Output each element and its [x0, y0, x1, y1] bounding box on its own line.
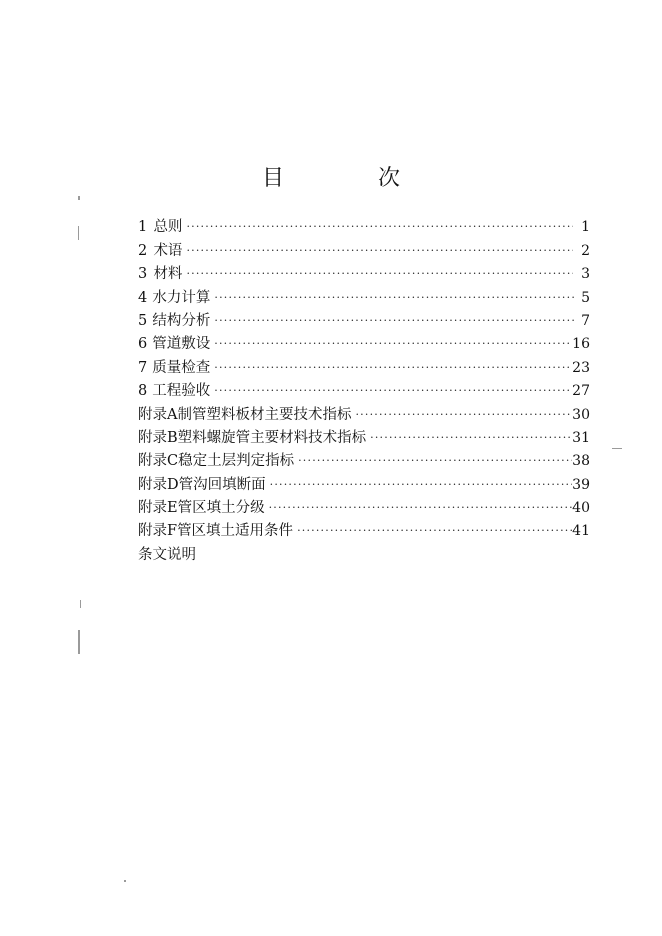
- toc-entry: [138, 378, 590, 401]
- toc-entry-label: 总则: [153, 219, 183, 236]
- toc-entry-label: 制管塑料板材主要技术指标: [177, 406, 352, 423]
- toc-entry-label: 术语: [153, 242, 183, 259]
- toc-entry: [138, 425, 590, 448]
- dot-leader: [370, 430, 572, 446]
- toc-entry-label: 质量检查: [152, 359, 211, 376]
- toc-entry-number: 附录B: [138, 429, 178, 446]
- scan-mark: [78, 196, 80, 200]
- toc-entry-number: 5: [138, 312, 148, 329]
- toc-entry-label: 结构分析: [152, 312, 211, 329]
- scan-mark: [612, 448, 622, 449]
- toc-entry: [138, 401, 590, 424]
- toc-entry-label: 水力计算: [152, 289, 211, 306]
- toc-entry: [138, 237, 590, 260]
- toc-entry-page: 5: [581, 289, 590, 306]
- toc-entry: [138, 331, 590, 354]
- toc-entry-label: 工程验收: [152, 383, 211, 400]
- toc-entry: [138, 261, 590, 284]
- toc-entry-number: 附录C: [138, 453, 179, 470]
- toc-entry-label: 条文说明: [138, 546, 196, 563]
- toc-entry: [138, 308, 590, 331]
- scan-mark: [78, 630, 80, 654]
- toc-entry-number: 3: [138, 266, 148, 283]
- page-title: 目 次: [261, 166, 436, 191]
- dot-leader: [269, 500, 573, 516]
- toc-entry-page: 31: [572, 429, 590, 446]
- scan-mark: [78, 226, 79, 240]
- toc-entry-number: 附录F: [138, 523, 178, 540]
- toc-entry-page: 2: [581, 242, 590, 259]
- toc-entry-page: 27: [572, 383, 590, 400]
- toc-entry-label: 稳定土层判定指标: [178, 453, 295, 470]
- dot-leader: [214, 313, 574, 329]
- toc-entry: [138, 284, 590, 307]
- toc-entry: [138, 471, 590, 494]
- dot-leader: [297, 523, 572, 539]
- toc-entry: [138, 495, 590, 518]
- dot-leader: [186, 266, 573, 282]
- toc-entry: [138, 518, 590, 541]
- toc-entry-number: 8: [138, 383, 148, 400]
- toc-entry-page: 41: [572, 523, 590, 540]
- table-of-contents: [138, 214, 590, 565]
- toc-entry-number: 7: [138, 359, 148, 376]
- toc-entry-page: 3: [581, 266, 590, 283]
- scan-mark: [124, 880, 126, 882]
- dot-leader: [214, 383, 572, 399]
- toc-entry-label: 管沟回填断面: [178, 476, 266, 493]
- dot-leader: [214, 336, 572, 352]
- toc-entry-number: 附录E: [138, 500, 178, 517]
- toc-entry-page: 40: [572, 500, 590, 517]
- toc-entry-page: 7: [581, 312, 590, 329]
- dot-leader: [298, 453, 572, 469]
- toc-entry-label: 材料: [153, 266, 183, 283]
- toc-entry-page: 38: [572, 453, 590, 470]
- toc-entry: [138, 541, 590, 564]
- toc-entry-number: 附录D: [138, 476, 179, 493]
- toc-entry-label: 塑料螺旋管主要材料技术指标: [177, 429, 367, 446]
- dot-leader: [186, 243, 573, 259]
- toc-entry-label: 管道敷设: [152, 336, 211, 353]
- scan-mark: [80, 600, 81, 608]
- toc-entry-page: 1: [581, 219, 590, 236]
- toc-entry-page: 16: [572, 336, 590, 353]
- toc-entry-label: 管区填土适用条件: [177, 523, 294, 540]
- toc-entry-page: 23: [572, 359, 590, 376]
- toc-entry-page: 39: [572, 476, 590, 493]
- toc-entry-number: 4: [138, 289, 148, 306]
- toc-entry-number: 2: [138, 242, 148, 259]
- toc-entry: [138, 354, 590, 377]
- dot-leader: [355, 407, 572, 423]
- dot-leader: [270, 477, 573, 493]
- toc-entry-number: 附录A: [138, 406, 178, 423]
- toc-entry-number: 1: [138, 219, 148, 236]
- toc-entry-number: 6: [138, 336, 148, 353]
- toc-entry: [138, 448, 590, 471]
- dot-leader: [214, 290, 574, 306]
- toc-entry-label: 管区填土分级: [177, 500, 265, 517]
- toc-entry: [138, 214, 590, 237]
- dot-leader: [186, 219, 573, 235]
- toc-entry-page: 30: [572, 406, 590, 423]
- dot-leader: [214, 360, 572, 376]
